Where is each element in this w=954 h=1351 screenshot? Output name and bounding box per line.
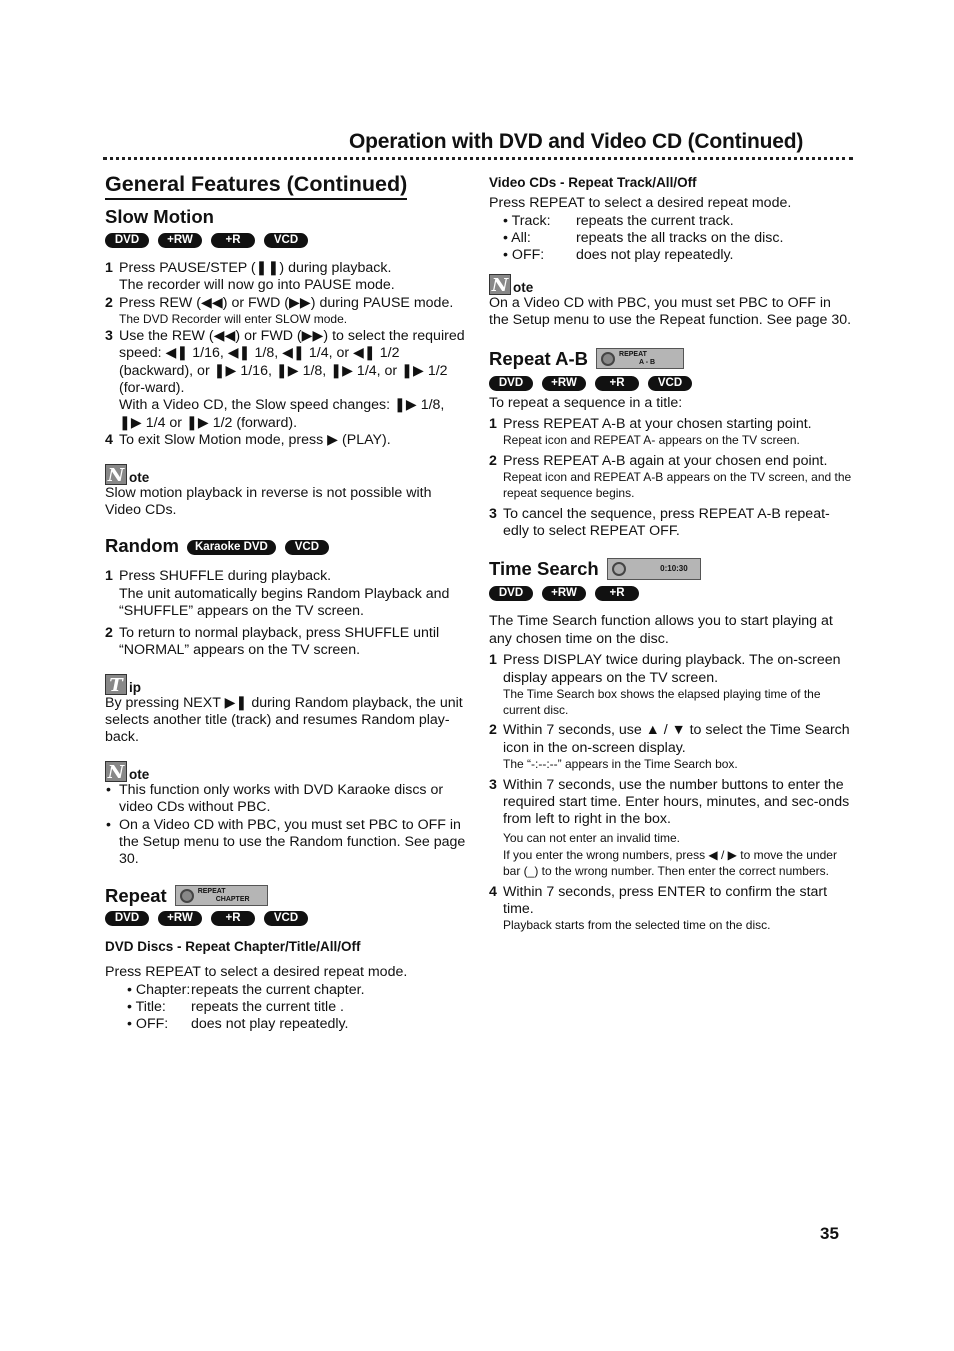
- step-small-text: You can not enter an invalid time.: [503, 830, 681, 845]
- note-header: [105, 464, 467, 485]
- step-item: [105, 625, 467, 660]
- page-number: 35: [820, 1224, 839, 1243]
- repeat-title: Repeat: [105, 884, 167, 906]
- step-item: [105, 328, 467, 432]
- step-number: 1: [105, 568, 113, 585]
- step-text: To return to normal playback, press SHUFFLE until “NORMAL” appears on the TV screen.: [119, 624, 440, 659]
- osd-text: [619, 351, 655, 367]
- badge-vcd: VCD: [264, 911, 308, 926]
- step-number: 2: [489, 722, 497, 739]
- tip-icon: T: [105, 674, 127, 695]
- slow-motion-section: [105, 206, 467, 519]
- step-text: To cancel the sequence, press REPEAT A-B repeat-edly to select REPEAT OFF.: [503, 505, 830, 540]
- osd-line2: CHAPTER: [215, 895, 250, 903]
- step-small-text: The DVD Recorder will enter SLOW mode.: [119, 312, 348, 327]
- step-item: [105, 260, 467, 295]
- header-dotted-rule: [103, 157, 853, 160]
- repeat-ab-steps: [489, 416, 853, 540]
- step-text: Press SHUFFLE during playback.: [119, 568, 332, 585]
- step-text: Press REPEAT A-B at your chosen starting point.: [503, 416, 812, 433]
- step-item: [489, 652, 853, 718]
- dvd-repeat-heading: DVD Discs - Repeat Chapter/Title/All/Off: [105, 938, 361, 954]
- mode-key: • Title:: [127, 998, 166, 1015]
- badge-karaoke-dvd: Karaoke DVD: [187, 540, 276, 555]
- osd-line1: REPEAT: [619, 350, 647, 358]
- osd-line2: A - B: [639, 358, 656, 366]
- step-text: Press PAUSE/STEP (❚❚) during playback.: [119, 260, 392, 276]
- badge-vcd: VCD: [264, 233, 308, 248]
- time-search-osd: [607, 558, 701, 580]
- tip-text: By pressing NEXT ▶❚ during Random playback, the unit selects another title (track) and resumes Random play-back.: [105, 694, 463, 746]
- repeat-chapter-osd: [175, 885, 268, 906]
- step-small-text: Repeat icon and REPEAT A- appears on the TV screen.: [503, 433, 800, 448]
- vcd-repeat-heading: Video CDs - Repeat Track/All/Off: [489, 175, 697, 190]
- list-item: [127, 1016, 467, 1033]
- time-search-title: Time Search: [489, 558, 599, 580]
- step-small-text: Repeat icon and REPEAT A-B appears on the TV screen, and the repeat sequence begins.: [503, 470, 852, 501]
- badge-plus-rw: +RW: [158, 911, 202, 926]
- repeat-ab-title: Repeat A-B: [489, 347, 589, 369]
- step-number: 2: [105, 624, 113, 641]
- mode-key: • All:: [503, 229, 531, 246]
- step-item: [489, 777, 853, 880]
- osd-line1: REPEAT: [197, 887, 226, 895]
- note-text: Slow motion playback in reverse is not possible with Video CDs.: [105, 484, 432, 519]
- step-small-text: The “-:--:--” appears in the Time Search box.: [503, 757, 738, 772]
- note-label: ote: [513, 279, 534, 295]
- mode-value: does not play repeatedly.: [191, 1015, 349, 1032]
- mode-key: • Chapter:: [127, 981, 191, 998]
- repeat-ab-title-row: [489, 348, 853, 370]
- badge-vcd: VCD: [285, 540, 329, 555]
- badge-plus-rw: +RW: [542, 376, 586, 391]
- badge-dvd: DVD: [489, 376, 533, 391]
- note-bullet: • This function only works with DVD Karaoke discs or video CDs without PBC.: [105, 782, 467, 817]
- list-item: [503, 213, 853, 230]
- note-bullets: [105, 782, 467, 869]
- step-number: 3: [489, 505, 497, 522]
- random-section: [105, 535, 467, 868]
- osd-text: [198, 888, 250, 904]
- note-text: On a Video CD with PBC, you must set PBC to OFF in the Setup menu to use the Repeat function. See page 30.: [489, 294, 852, 329]
- repeat-icon: [180, 889, 194, 903]
- note-header: [489, 274, 853, 295]
- note-icon: N: [105, 761, 127, 782]
- step-number: 3: [105, 327, 113, 344]
- list-item: [503, 230, 853, 247]
- random-badges: [187, 540, 329, 555]
- mode-value: repeats the current chapter.: [191, 981, 365, 998]
- step-text: Press REPEAT A-B again at your chosen end point.: [503, 453, 828, 470]
- step-item: [489, 453, 853, 502]
- note-label: ote: [129, 766, 150, 782]
- badge-plus-r: +R: [595, 376, 639, 391]
- repeat-ab-osd: [596, 348, 684, 369]
- section-title: General Features (Continued): [105, 172, 407, 200]
- time-search-steps: [489, 652, 853, 934]
- step-text: To exit Slow Motion mode, press ▶ (PLAY).: [119, 432, 391, 449]
- step-small-text: The Time Search box shows the elapsed playing time of the current disc.: [503, 687, 821, 717]
- badge-plus-rw: +RW: [542, 586, 586, 601]
- step-text: Press DISPLAY twice during playback. The on-screen display appears on the TV screen.: [503, 652, 841, 686]
- note-icon: N: [489, 274, 511, 295]
- badge-plus-r: +R: [595, 586, 639, 601]
- time-search-title-row: [489, 558, 853, 580]
- repeat-ab-section: [489, 348, 853, 541]
- step-subtext: The recorder will now go into PAUSE mode.: [119, 277, 395, 294]
- repeat-icon: [601, 352, 615, 366]
- repeat-section: [105, 885, 467, 1033]
- tip-header: [105, 674, 467, 695]
- step-item: [489, 884, 853, 934]
- step-number: 3: [489, 776, 497, 793]
- list-item: [127, 999, 467, 1016]
- step-text: Within 7 seconds, use the number buttons to enter the required start time. Enter hours, minutes, and sec-onds from left to right in the box.: [503, 776, 850, 828]
- time-search-section: [489, 558, 853, 934]
- repeat-intro: Press REPEAT to select a desired repeat mode.: [105, 964, 408, 981]
- random-title-row: [105, 535, 467, 557]
- mode-value: does not play repeatedly.: [576, 246, 734, 263]
- note-header: [105, 761, 467, 782]
- repeat-badges: [105, 911, 467, 926]
- mode-value: repeats the current title .: [191, 998, 344, 1015]
- step-number: 1: [489, 416, 497, 433]
- badge-dvd: DVD: [489, 586, 533, 601]
- clock-icon: [612, 562, 626, 576]
- random-title: Random: [105, 535, 179, 557]
- osd-time: 0:10:30: [660, 564, 688, 574]
- step-item: [105, 432, 467, 449]
- note-icon: N: [105, 464, 127, 485]
- repeat-title-row: [105, 885, 467, 907]
- mode-key: • Track:: [503, 212, 551, 229]
- slow-motion-title: Slow Motion: [105, 206, 214, 227]
- mode-value: repeats the current track.: [576, 212, 734, 229]
- list-item: [503, 247, 853, 264]
- step-text: Press REW (◀◀) or FWD (▶▶) during PAUSE mode.: [119, 294, 454, 311]
- note-label: ote: [129, 469, 150, 485]
- badge-dvd: DVD: [105, 233, 149, 248]
- step-small-text: Playback starts from the selected time on the disc.: [503, 918, 771, 933]
- step-item: [105, 295, 467, 328]
- step-subtext: With a Video CD, the Slow speed changes: ❚▶ 1/8, ❚▶ 1/4 or ❚▶ 1/2 (forward).: [119, 397, 445, 431]
- tip-label: ip: [129, 679, 141, 695]
- mode-value: repeats the all tracks on the disc.: [576, 229, 784, 246]
- step-number: 1: [489, 652, 497, 669]
- step-item: [489, 506, 853, 541]
- repeat-ab-badges: [489, 376, 853, 391]
- repeat-mode-list: [105, 982, 467, 1033]
- mode-key: • OFF:: [503, 246, 545, 263]
- vcd-repeat-mode-list: [489, 213, 853, 264]
- step-number: 2: [489, 453, 497, 470]
- left-column: [105, 170, 467, 1033]
- list-item: [127, 982, 467, 999]
- step-number: 4: [489, 883, 497, 900]
- vcd-repeat-intro: Press REPEAT to select a desired repeat mode.: [489, 195, 792, 212]
- step-small-text: If you enter the wrong numbers, press ◀ / ▶ to move the under bar (_) to the wrong number. Then enter the correct numbers.: [503, 848, 837, 879]
- step-item: [105, 568, 467, 620]
- page-header-title: Operation with DVD and Video CD (Continued): [349, 130, 804, 153]
- badge-plus-rw: +RW: [158, 233, 202, 248]
- step-text: Use the REW (◀◀) or FWD (▶▶) to select the required speed: ◀❚ 1/16, ◀❚ 1/8, ◀❚ 1/4, or ◀❚ 1/2 (backward), or ❚▶ 1/16, ❚▶ 1/8, ❚▶ 1/4, or ❚▶ 1/2 (for-ward).: [119, 327, 465, 397]
- note-bullet: • On a Video CD with PBC, you must set PBC to OFF in the Setup menu to use the Random function. See page 30.: [105, 817, 467, 869]
- step-item: [489, 722, 853, 772]
- step-number: 2: [105, 294, 113, 311]
- badge-plus-r: +R: [211, 911, 255, 926]
- time-search-intro: The Time Search function allows you to start playing at any chosen time on the disc.: [489, 613, 833, 647]
- step-item: [489, 416, 853, 449]
- step-text: Within 7 seconds, press ENTER to confirm the start time.: [503, 883, 828, 918]
- mode-key: • OFF:: [127, 1015, 169, 1032]
- badge-vcd: VCD: [648, 376, 692, 391]
- right-column: [489, 174, 853, 934]
- slow-motion-badges: [105, 233, 467, 248]
- step-number: 1: [105, 260, 113, 276]
- step-text: Within 7 seconds, use ▲ / ▼ to select the Time Search icon in the on-screen display.: [503, 722, 850, 756]
- time-search-badges: [489, 586, 853, 601]
- slow-motion-steps: [105, 260, 467, 450]
- badge-plus-r: +R: [211, 233, 255, 248]
- repeat-ab-intro: To repeat a sequence in a title:: [489, 394, 683, 411]
- step-number: 4: [105, 432, 113, 449]
- step-subtext: The unit automatically begins Random Playback and “SHUFFLE” appears on the TV screen.: [119, 585, 450, 620]
- badge-dvd: DVD: [105, 911, 149, 926]
- random-steps: [105, 568, 467, 659]
